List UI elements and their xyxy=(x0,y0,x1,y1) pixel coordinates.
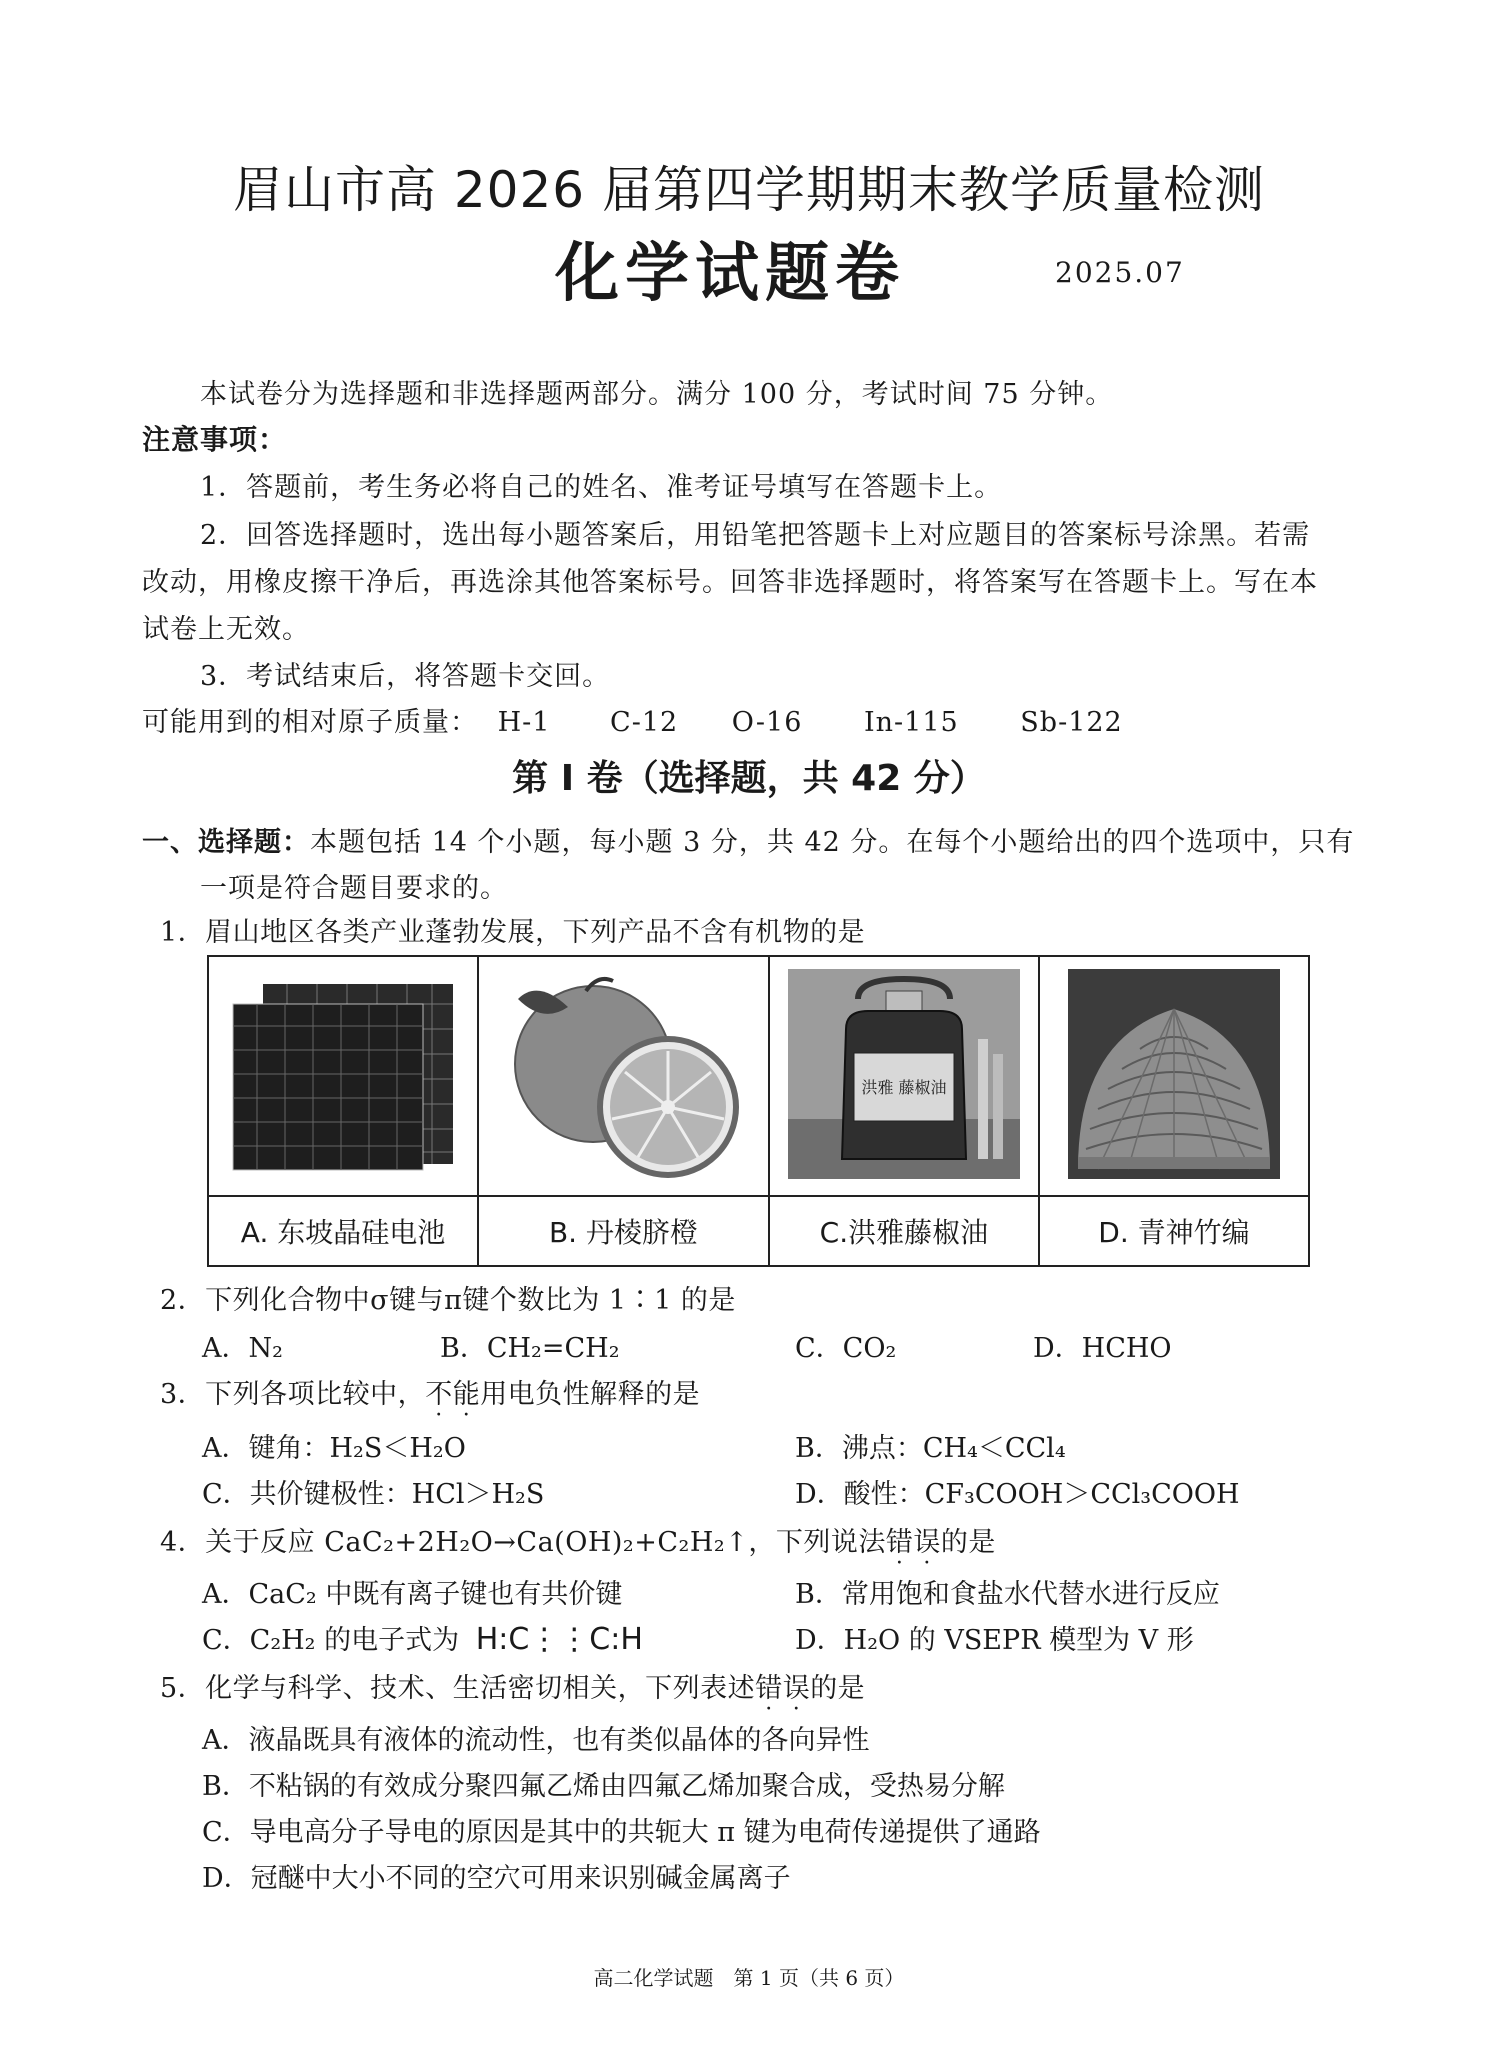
q5-stem-post: 的是 xyxy=(810,1673,866,1704)
q2-option-c: C．CO₂ xyxy=(795,1333,897,1364)
section-instructions-text: 本题包括 14 个小题，每小题 3 分，共 42 分。在每个小题给出的四个选项中，只有 xyxy=(310,827,1355,858)
q4-emphasis-2: 误 xyxy=(913,1527,941,1558)
q2-option-a: A．N₂ xyxy=(202,1333,283,1364)
q3-stem xyxy=(160,1372,700,1411)
q4-option-b: B．常用饱和食盐水代替水进行反应 xyxy=(795,1579,1220,1610)
q2-option-d: D．HCHO xyxy=(1033,1333,1172,1364)
q4-option-a: A．CaC₂ 中既有离子键也有共价键 xyxy=(202,1579,623,1610)
q3-emphasis-1: 不 xyxy=(425,1379,453,1410)
q4-stem xyxy=(160,1520,996,1559)
atomic-masses xyxy=(142,700,1123,739)
q1-caption-d: D. 青神竹编 xyxy=(1039,1196,1309,1266)
exam-date: 2025.07 xyxy=(1055,256,1185,289)
q4-option-c-text: C．C₂H₂ 的电子式为 xyxy=(202,1625,460,1656)
q1-caption-c: C.洪雅藤椒油 xyxy=(769,1196,1039,1266)
section-instructions-line1 xyxy=(142,820,1354,859)
q3-option-c: C．共价键极性：HCl＞H₂S xyxy=(202,1479,545,1510)
intro-text: 本试卷分为选择题和非选择题两部分。满分 100 分，考试时间 75 分钟。 xyxy=(200,379,1114,410)
notice-item-2-line1: 2．回答选择题时，选出每小题答案后，用铅笔把答题卡上对应题目的答案标号涂黑。若需 xyxy=(200,520,1311,551)
q3-option-d: D．酸性：CF₃COOH＞CCl₃COOH xyxy=(795,1479,1240,1510)
atomic-masses-label: 可能用到的相对原子质量： xyxy=(142,707,478,738)
q2-stem: 2．下列化合物中σ键与π键个数比为 1∶1 的是 xyxy=(160,1285,736,1316)
notice-item-2-line3: 试卷上无效。 xyxy=(142,614,310,645)
q3-emphasis-2: 能 xyxy=(452,1379,481,1410)
oil-bottle-image xyxy=(788,969,1020,1179)
q1-image-table xyxy=(207,955,1310,1267)
solar-panel-image xyxy=(227,974,459,1174)
notice-item-3: 3．考试结束后，将答题卡交回。 xyxy=(200,661,611,692)
q1-image-c xyxy=(769,956,1039,1196)
q5-emphasis-1: 错 xyxy=(755,1673,783,1704)
q5-option-b: B．不粘锅的有效成分聚四氟乙烯由四氟乙烯加聚合成，受热易分解 xyxy=(202,1771,1005,1802)
q1-image-a xyxy=(208,956,478,1196)
orange-image xyxy=(498,969,748,1179)
q2-option-b: B．CH₂=CH₂ xyxy=(440,1333,620,1364)
mass-o: O-16 xyxy=(731,707,803,738)
mass-in: In-115 xyxy=(863,707,959,738)
section-title: 第 I 卷（选择题，共 42 分） xyxy=(512,758,986,799)
page-footer: 高二化学试题 第 1 页（共 6 页） xyxy=(593,1966,905,1990)
q4-stem-pre: 4．关于反应 CaC₂+2H₂O→Ca(OH)₂+C₂H₂↑，下列说法 xyxy=(160,1527,886,1558)
q3-stem-post: 用电负性解释的是 xyxy=(480,1379,701,1410)
mass-h: H-1 xyxy=(497,707,551,738)
q3-option-a: A．键角：H₂S＜H₂O xyxy=(202,1433,466,1464)
notice-heading: 注意事项： xyxy=(142,423,288,456)
q5-stem-pre: 5．化学与科学、技术、生活密切相关，下列表述 xyxy=(160,1673,756,1704)
oil-bottle-label: 洪雅 藤椒油 xyxy=(861,1078,947,1098)
q4-emphasis-1: 错 xyxy=(885,1527,914,1558)
q5-option-c: C．导电高分子导电的原因是其中的共轭大 π 键为电荷传递提供了通路 xyxy=(202,1817,1041,1848)
q1-caption-a: A. 东坡晶硅电池 xyxy=(208,1196,478,1266)
q4-option-d: D．H₂O 的 VSEPR 模型为 V 形 xyxy=(795,1625,1194,1656)
q1-stem: 1．眉山地区各类产业蓬勃发展，下列产品不含有机物的是 xyxy=(160,917,866,948)
q4-stem-post: 的是 xyxy=(940,1527,996,1558)
acetylene-electron-formula: H:C⋮⋮C:H xyxy=(475,1622,643,1657)
q1-image-b xyxy=(478,956,769,1196)
q1-caption-b: B. 丹棱脐橙 xyxy=(478,1196,769,1266)
exam-title: 眉山市高 2026 届第四学期期末教学质量检测 xyxy=(232,161,1266,219)
mass-c: C-12 xyxy=(610,707,679,738)
notice-item-1: 1．答题前，考生务必将自己的姓名、准考证号填写在答题卡上。 xyxy=(200,472,1003,503)
q3-stem-pre: 3．下列各项比较中， xyxy=(160,1379,426,1410)
q5-emphasis-2: 误 xyxy=(782,1673,811,1704)
q3-option-b: B．沸点：CH₄＜CCl₄ xyxy=(795,1433,1066,1464)
exam-subtitle: 化学试题卷 xyxy=(555,237,905,311)
q5-option-d: D．冠醚中大小不同的空穴可用来识别碱金属离子 xyxy=(202,1863,791,1894)
q5-stem xyxy=(160,1666,865,1705)
q5-option-a: A．液晶既具有液体的流动性，也有类似晶体的各向异性 xyxy=(202,1725,870,1756)
notice-item-2-line2: 改动，用橡皮擦干净后，再选涂其他答案标号。回答非选择题时，将答案写在答题卡上。写在本 xyxy=(142,567,1318,598)
section-label: 一、选择题： xyxy=(142,827,310,858)
q1-image-d xyxy=(1039,956,1309,1196)
section-instructions-line2: 一项是符合题目要求的。 xyxy=(200,873,508,904)
mass-sb: Sb-122 xyxy=(1020,707,1123,738)
q4-option-c xyxy=(202,1618,643,1657)
bamboo-weave-image xyxy=(1058,969,1290,1179)
